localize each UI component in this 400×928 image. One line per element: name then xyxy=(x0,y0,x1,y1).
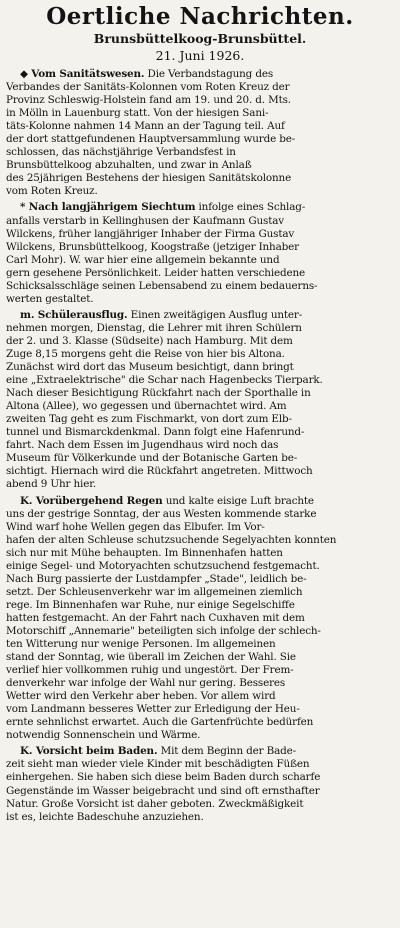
article-text: Provinz Schleswig-Holstein fand am 19. und 20. d. Mts. xyxy=(6,94,291,107)
article-text: rege. Im Binnenhafen war Ruhe, nur einige Segelschiffe xyxy=(6,598,295,611)
article-line xyxy=(6,651,394,664)
article-text: infolge eines Schlag- xyxy=(195,201,306,214)
article-text: Einen zweitägigen Ausflug unter- xyxy=(127,308,303,321)
article-line xyxy=(6,201,394,214)
article-line xyxy=(6,560,394,573)
section-subtitle: Brunsbüttelkoog-Brunsbüttel. xyxy=(93,31,307,46)
article-line xyxy=(6,439,394,452)
article-line xyxy=(6,547,394,560)
article-line xyxy=(6,521,394,534)
article-line xyxy=(6,716,394,729)
article-line xyxy=(6,133,394,146)
article-line xyxy=(6,785,394,798)
article-text: der 2. und 3. Klasse (Südseite) nach Hamburg. Mit dem xyxy=(6,334,293,347)
article-text: ernte sehnlichst erwartet. Auch die Gartenfrüchte bedürfen xyxy=(6,716,314,729)
article-text: Die Verbandstagung des xyxy=(144,68,274,80)
article-line xyxy=(6,374,394,387)
article-text: tunnel und Bismarckdenkmal. Dann folgt eine Hafenrund- xyxy=(6,426,305,439)
article-text: hafen der alten Schleuse schutzsuchende Segelyachten konnten xyxy=(6,533,337,546)
article-text: abend 9 Uhr hier. xyxy=(6,478,97,491)
article-line xyxy=(6,293,394,306)
article-text: Wetter wird den Verkehr aber heben. Vor allem wird xyxy=(6,690,276,703)
article-text: hatten festgemacht. An der Fahrt nach Cuxhaven mit dem xyxy=(6,611,305,624)
article-text: sichtigt. Hiernach wird die Rückfahrt angetreten. Mittwoch xyxy=(6,465,313,478)
article-text: ist es, leichte Badeschuhe anzuziehen. xyxy=(6,810,204,823)
article-text: denverkehr war infolge der Wahl nur gering. Besseres xyxy=(6,677,286,690)
article-line xyxy=(6,361,394,374)
article-line xyxy=(6,215,394,228)
article-line xyxy=(6,677,394,690)
section-title: Oertliche Nachrichten. xyxy=(46,3,354,30)
article-line xyxy=(6,348,394,361)
article-text: Nach Burg passierte der Lustdampfer „Stade", leidlich be- xyxy=(6,572,307,585)
article-text: Motorschiff „Annemarie" beteiligten sich infolge der schlech- xyxy=(6,624,321,637)
article-text: einhergehen. Sie haben sich diese beim Baden durch scharfe xyxy=(6,771,321,784)
article-text: notwendig Sonnenschein und Wärme. xyxy=(6,729,201,742)
article-text: einige Segel- und Motoryachten schutzsuchend festgemacht. xyxy=(6,559,320,572)
article-line xyxy=(6,745,394,758)
article-line xyxy=(6,771,394,784)
article-line xyxy=(6,508,394,521)
article-text: sich nur mit Mühe behaupten. Im Binnenhafen hatten xyxy=(6,546,283,559)
news-article xyxy=(6,68,394,198)
article-line xyxy=(6,534,394,547)
article-text: Gegenstände im Wasser beigebracht und sind oft ernsthafter xyxy=(6,784,320,797)
article-text: ten Witterung nur wenige Personen. Im allgemeinen xyxy=(6,638,276,651)
news-article xyxy=(6,309,394,492)
article-line xyxy=(6,452,394,465)
article-line xyxy=(6,573,394,586)
issue-date: 21. Juni 1926. xyxy=(155,48,245,63)
article-line xyxy=(6,495,394,508)
article-text: Brunsbüttelkoog abzuhalten, und zwar in Anlaß xyxy=(6,159,252,172)
article-line xyxy=(6,625,394,638)
article-text: setzt. Der Schleusenverkehr war im allgemeinen ziemlich xyxy=(6,585,303,598)
article-text: eine „Extraelektrische" die Schar nach Hagenbecks Tierpark. xyxy=(6,374,323,387)
article-line xyxy=(6,185,394,198)
article-text: Altona (Allee), wo gegessen und übernachtet wird. Am xyxy=(6,400,287,413)
article-line xyxy=(6,81,394,94)
article-text: Verbandes der Sanitäts-Kolonnen vom Roten Kreuz der xyxy=(6,81,290,94)
article-line xyxy=(6,309,394,322)
article-line xyxy=(6,107,394,120)
news-article xyxy=(6,201,394,305)
article-text: verlief hier vollkommen ruhig und ungestört. Der Frem- xyxy=(6,664,294,677)
article-line xyxy=(6,159,394,172)
article-line xyxy=(6,387,394,400)
article-text: vom Roten Kreuz. xyxy=(6,185,98,198)
article-line xyxy=(6,228,394,241)
article-line xyxy=(6,811,394,824)
article-text: Mit dem Beginn der Bade- xyxy=(157,745,297,758)
article-text: Schicksalsschläge seinen Lebensabend zu einem bedauerns- xyxy=(6,279,318,292)
article-line xyxy=(6,758,394,771)
article-line xyxy=(6,413,394,426)
article-line xyxy=(6,172,394,185)
article-headline: K. Vorübergehend Regen xyxy=(20,494,163,507)
article-text: und kalte eisige Luft brachte xyxy=(162,494,314,507)
article-line xyxy=(6,68,394,81)
article-line xyxy=(6,729,394,742)
article-line xyxy=(6,280,394,293)
article-text: anfalls verstarb in Kellinghusen der Kaufmann Gustav xyxy=(6,214,285,227)
article-text: in Mölln in Lauenburg statt. Von der hiesigen Sani- xyxy=(6,107,269,120)
article-text: nehmen morgen, Dienstag, die Lehrer mit ihren Schülern xyxy=(6,321,302,334)
article-text: stand der Sonntag, wie überall im Zeichen der Wahl. Sie xyxy=(6,651,296,664)
article-text: Zuge 8,15 morgens geht die Reise von hier bis Altona. xyxy=(6,347,285,360)
article-text: uns der gestrige Sonntag, der aus Westen kommende starke xyxy=(6,507,317,520)
article-line xyxy=(6,322,394,335)
article-text: werten gestaltet. xyxy=(6,292,94,305)
article-line xyxy=(6,426,394,439)
article-line xyxy=(6,400,394,413)
article-line xyxy=(6,146,394,159)
article-text: zeit sieht man wieder viele Kinder mit beschädigten Füßen xyxy=(6,758,310,771)
article-line xyxy=(6,478,394,491)
article-text: Natur. Große Vorsicht ist daher geboten. Zweckmäßigkeit xyxy=(6,797,304,810)
article-line xyxy=(6,267,394,280)
article-text: der dort stattgefundenen Hauptversammlung wurde be- xyxy=(6,133,296,146)
article-text: gern gesehene Persönlichkeit. Leider hatten verschiedene xyxy=(6,266,306,279)
article-line xyxy=(6,120,394,133)
article-line xyxy=(6,690,394,703)
article-text: Wind warf hohe Wellen gegen das Elbufer. Im Vor- xyxy=(6,520,265,533)
article-line xyxy=(6,798,394,811)
article-line xyxy=(6,612,394,625)
article-line xyxy=(6,599,394,612)
article-line xyxy=(6,254,394,267)
article-text: Zunächst wird dort das Museum besichtigt, dann bringt xyxy=(6,361,294,374)
article-line xyxy=(6,241,394,254)
article-text: fahrt. Nach dem Essen im Jugendhaus wird noch das xyxy=(6,439,279,452)
news-article xyxy=(6,745,394,823)
news-article xyxy=(6,495,394,743)
article-line xyxy=(6,664,394,677)
article-text: des 25jährigen Bestehens der hiesigen Sanitätskolonne xyxy=(6,172,292,185)
article-text: Museum für Völkerkunde und der Botanische Garten be- xyxy=(6,452,298,465)
article-text: Carl Mohr). W. war hier eine allgemein bekannte und xyxy=(6,253,280,266)
article-line xyxy=(6,94,394,107)
articles-column xyxy=(6,68,394,824)
article-line xyxy=(6,638,394,651)
article-text: zweiten Tag geht es zum Fischmarkt, von dort zum Elb- xyxy=(6,413,292,426)
article-line xyxy=(6,703,394,716)
article-text: Nach dieser Besichtigung Rückfahrt nach der Sporthalle in xyxy=(6,387,311,400)
article-line xyxy=(6,465,394,478)
article-text: täts-Kolonne nahmen 14 Mann an der Tagung teil. Auf xyxy=(6,120,285,133)
article-line xyxy=(6,335,394,348)
article-text: Wilckens, früher langjähriger Inhaber der Firma Gustav xyxy=(6,227,295,240)
article-text: Wilckens, Brunsbüttelkoog, Koogstraße (jetziger Inhaber xyxy=(6,240,299,253)
article-headline: * Nach langjährigem Siechtum xyxy=(20,201,196,214)
article-headline: m. Schülerausflug. xyxy=(20,308,128,321)
article-headline: K. Vorsicht beim Baden. xyxy=(20,745,158,758)
article-text: vom Landmann besseres Wetter zur Erledigung der Heu- xyxy=(6,703,300,716)
article-text: schlossen, das nächstjährige Verbandsfest in xyxy=(6,146,236,159)
article-line xyxy=(6,586,394,599)
article-headline: ◆ Vom Sanitätswesen. xyxy=(20,68,145,80)
